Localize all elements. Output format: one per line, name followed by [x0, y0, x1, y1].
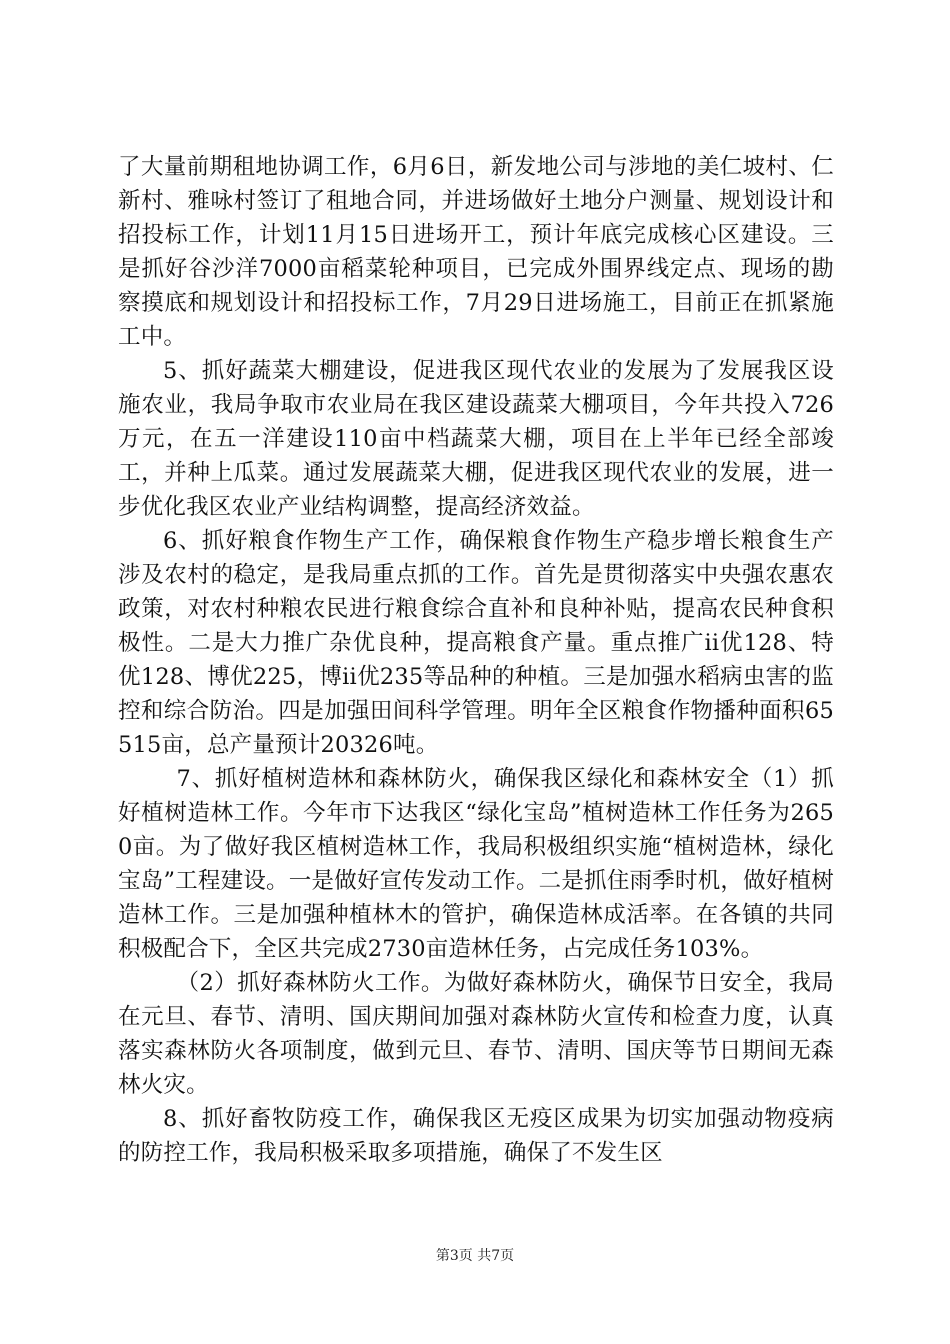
page-footer: 第3页 共7页	[435, 1248, 515, 1264]
document-body	[118, 150, 834, 1170]
paragraph-continuation: 了大量前期租地协调工作，6月6日，新发地公司与涉地的美仁坡村、仁新村、雅咏村签订了租地合同，并进场做好土地分户测量、规划设计和招投标工作，计划11月15日进场开工，预计年底完成核心区建设。三是抓好谷沙洋7000亩稻菜轮种项目，已完成外围界线定点、现场的勘察摸底和规划设计和招投标工作，7月29日进场施工，目前正在抓紧施工中。	[118, 154, 834, 350]
paragraph-forest-fire-prevention: （2）抓好森林防火工作。为做好森林防火，确保节日安全，我局在元旦、春节、清明、国庆期间加强对森林防火宣传和检查力度，认真落实森林防火各项制度，做到元旦、春节、清明、国庆等节日期间无森林火灾。	[118, 970, 834, 1098]
paragraph-vegetable-greenhouse: 5、抓好蔬菜大棚建设，促进我区现代农业的发展为了发展我区设施农业，我局争取市农业局在我区建设蔬菜大棚项目，今年共投入726万元，在五一洋建设110亩中档蔬菜大棚，项目在上半年已经全部竣工，并种上瓜菜。通过发展蔬菜大棚，促进我区现代农业的发展，进一步优化我区农业产业结构调整，提高经济效益。	[118, 358, 834, 520]
paragraph-livestock-epidemic: 8、抓好畜牧防疫工作，确保我区无疫区成果为切实加强动物疫病的防控工作，我局积极采取多项措施，确保了不发生区	[118, 1106, 834, 1166]
paragraph-afforestation: 7、抓好植树造林和森林防火，确保我区绿化和森林安全（1）抓好植树造林工作。今年市下达我区“绿化宝岛”植树造林工作任务为2650亩。为了做好我区植树造林工作，我局积极组织实施“植树造林，绿化宝岛”工程建设。一是做好宣传发动工作。二是抓住雨季时机，做好植树造林工作。三是加强种植林木的管护，确保造林成活率。在各镇的共同积极配合下，全区共完成2730亩造林任务，占完成任务103%。	[118, 766, 834, 962]
paragraph-grain-production: 6、抓好粮食作物生产工作，确保粮食作物生产稳步增长粮食生产涉及农村的稳定，是我局重点抓的工作。首先是贯彻落实中央强农惠农政策，对农村种粮农民进行粮食综合直补和良种补贴，提高农民种食积极性。二是大力推广杂优良种，提高粮食产量。重点推广ii优128、特优128、博优225，博ii优235等品种的种植。三是加强水稻病虫害的监控和综合防治。四是加强田间科学管理。明年全区粮食作物播种面积65515亩，总产量预计20326吨。	[118, 528, 834, 758]
